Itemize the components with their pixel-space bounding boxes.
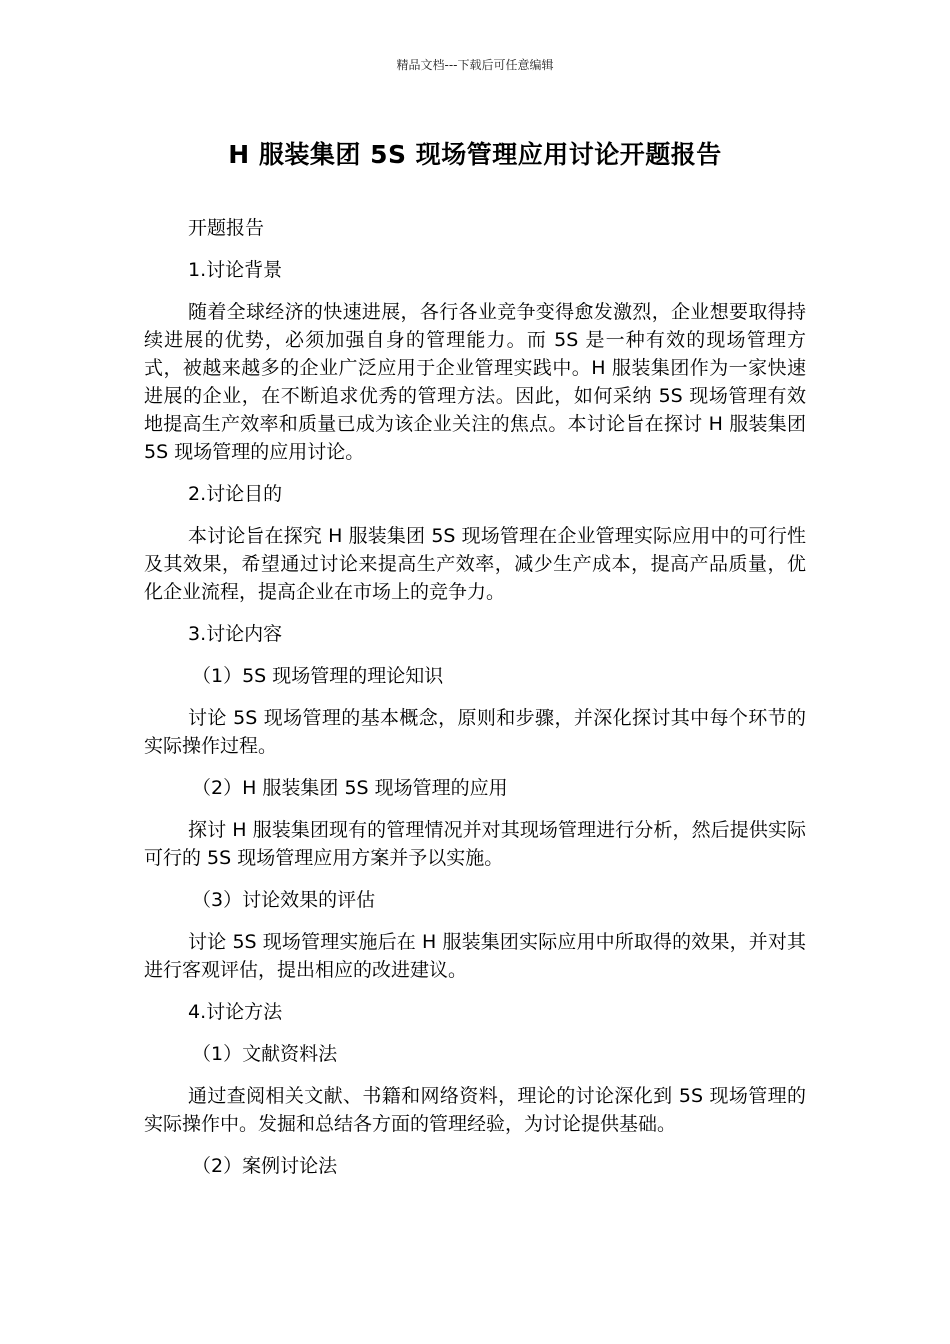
subitem-theory: （1）5S 现场管理的理论知识: [192, 665, 444, 687]
document-title: H 服装集团 5S 现场管理应用讨论开题报告: [228, 140, 722, 169]
paragraph-application: 探讨 H 服装集团现有的管理情况并对其现场管理进行分析，然后提供实际可行的 5S 现场管理应用方案并予以实施。: [144, 819, 806, 869]
paragraph-evaluation: 讨论 5S 现场管理实施后在 H 服装集团实际应用中所取得的效果，并对其进行客观评估，提出相应的改进建议。: [144, 931, 806, 981]
paragraph-background: 随着全球经济的快速进展，各行各业竞争变得愈发激烈，企业想要取得持续进展的优势，必须加强自身的管理能力。而 5S 是一种有效的现场管理方式，被越来越多的企业广泛应用于企业管理实践中。H 服装集团作为一家快速进展的企业，在不断追求优秀的管理方法。因此，如何采纳 5S 现场管理有效地提高生产效率和质量已成为该企业关注的焦点。本讨论旨在探讨 H 服装集团 5S 现场管理的应用讨论。: [144, 301, 806, 463]
section-heading-purpose: 2.讨论目的: [188, 483, 283, 505]
paragraph-purpose: 本讨论旨在探究 H 服装集团 5S 现场管理在企业管理实际应用中的可行性及其效果，希望通过讨论来提高生产效率，减少生产成本，提高产品质量，优化企业流程，提高企业在市场上的竞争力。: [144, 525, 806, 603]
paragraph-literature: 通过查阅相关文献、书籍和网络资料，理论的讨论深化到 5S 现场管理的实际操作中。发掘和总结各方面的管理经验，为讨论提供基础。: [144, 1085, 806, 1135]
section-heading-method: 4.讨论方法: [188, 1001, 283, 1023]
section-heading-report: 开题报告: [188, 217, 265, 239]
subitem-application: （2）H 服装集团 5S 现场管理的应用: [192, 777, 508, 799]
document-body: [144, 214, 806, 1194]
paragraph-theory: 讨论 5S 现场管理的基本概念，原则和步骤，并深化探讨其中每个环节的实际操作过程。: [144, 707, 806, 757]
section-heading-content: 3.讨论内容: [188, 623, 283, 645]
subitem-literature: （1）文献资料法: [192, 1043, 338, 1065]
subitem-case-study: （2）案例讨论法: [192, 1155, 338, 1177]
section-heading-background: 1.讨论背景: [188, 259, 283, 281]
subitem-evaluation: （3）讨论效果的评估: [192, 889, 376, 911]
page-header: 精品文档---下载后可任意编辑: [396, 58, 554, 72]
